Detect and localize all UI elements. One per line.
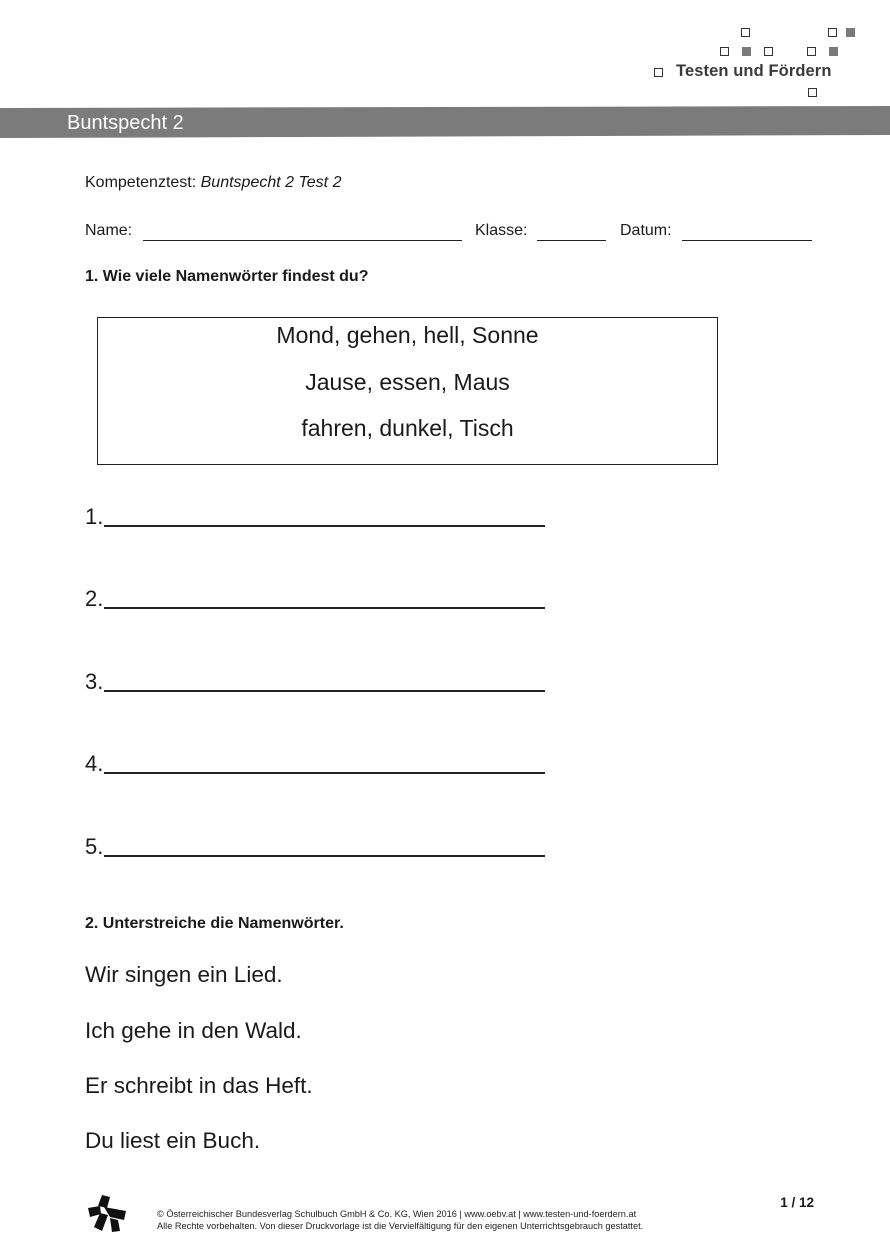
answer-number: 2. [85, 586, 104, 611]
answer-line-1[interactable] [104, 525, 545, 527]
answer-number: 1. [85, 504, 104, 529]
task1-heading: 1. Wie viele Namenwörter findest du? [85, 268, 369, 285]
answer-line-3[interactable] [104, 690, 545, 692]
logo-square [808, 88, 817, 97]
answer-line-5[interactable] [104, 855, 545, 857]
test-name: Buntspecht 2 Test 2 [200, 174, 342, 191]
logo-square [764, 47, 773, 56]
page-title: Buntspecht 2 [67, 112, 184, 134]
date-field[interactable] [682, 240, 812, 241]
answer-number: 4. [85, 751, 104, 776]
name-label: Name: [85, 222, 133, 239]
logo-square [846, 28, 855, 37]
oebv-logo-icon [86, 1195, 128, 1233]
answer-line-4[interactable] [104, 772, 545, 774]
date-label: Datum: [620, 222, 672, 239]
name-field[interactable] [143, 240, 462, 241]
logo-square [720, 47, 729, 56]
answer-line-2[interactable] [104, 607, 545, 609]
page-number: 1 / 12 [780, 1195, 814, 1210]
sentence[interactable]: Er schreibt in das Heft. [85, 1073, 313, 1098]
logo-text: Testen und Fördern [676, 62, 832, 80]
word-box-line: Mond, gehen, hell, Sonne [276, 322, 539, 348]
footer-copyright: © Österreichischer Bundesverlag Schulbuch GmbH & Co. KG, Wien 2016 | www.oebv.at | www.testen-und-foerdern.at [157, 1209, 637, 1219]
test-label: Kompetenztest: [85, 174, 197, 191]
logo-square [829, 47, 838, 56]
logo-square [654, 68, 663, 77]
logo-square [742, 47, 751, 56]
logo-square [807, 47, 816, 56]
sentence[interactable]: Wir singen ein Lied. [85, 962, 283, 987]
footer-rights: Alle Rechte vorbehalten. Von dieser Druckvorlage ist die Vervielfältigung für den eigenen Unterrichtsgebrauch gestattet. [157, 1221, 644, 1231]
class-field[interactable] [537, 240, 606, 241]
word-box-line: Jause, essen, Maus [305, 369, 510, 395]
word-box-line: fahren, dunkel, Tisch [301, 415, 514, 441]
answer-number: 3. [85, 669, 104, 694]
task2-heading: 2. Unterstreiche die Namenwörter. [85, 915, 344, 932]
word-box [97, 317, 718, 465]
test-line [85, 174, 341, 192]
sentence[interactable]: Ich gehe in den Wald. [85, 1018, 302, 1043]
answer-number: 5. [85, 834, 104, 859]
sentence[interactable]: Du liest ein Buch. [85, 1128, 261, 1153]
testen-und-foerdern-logo [648, 22, 868, 102]
class-label: Klasse: [475, 222, 528, 239]
logo-square [741, 28, 750, 37]
logo-square [828, 28, 837, 37]
